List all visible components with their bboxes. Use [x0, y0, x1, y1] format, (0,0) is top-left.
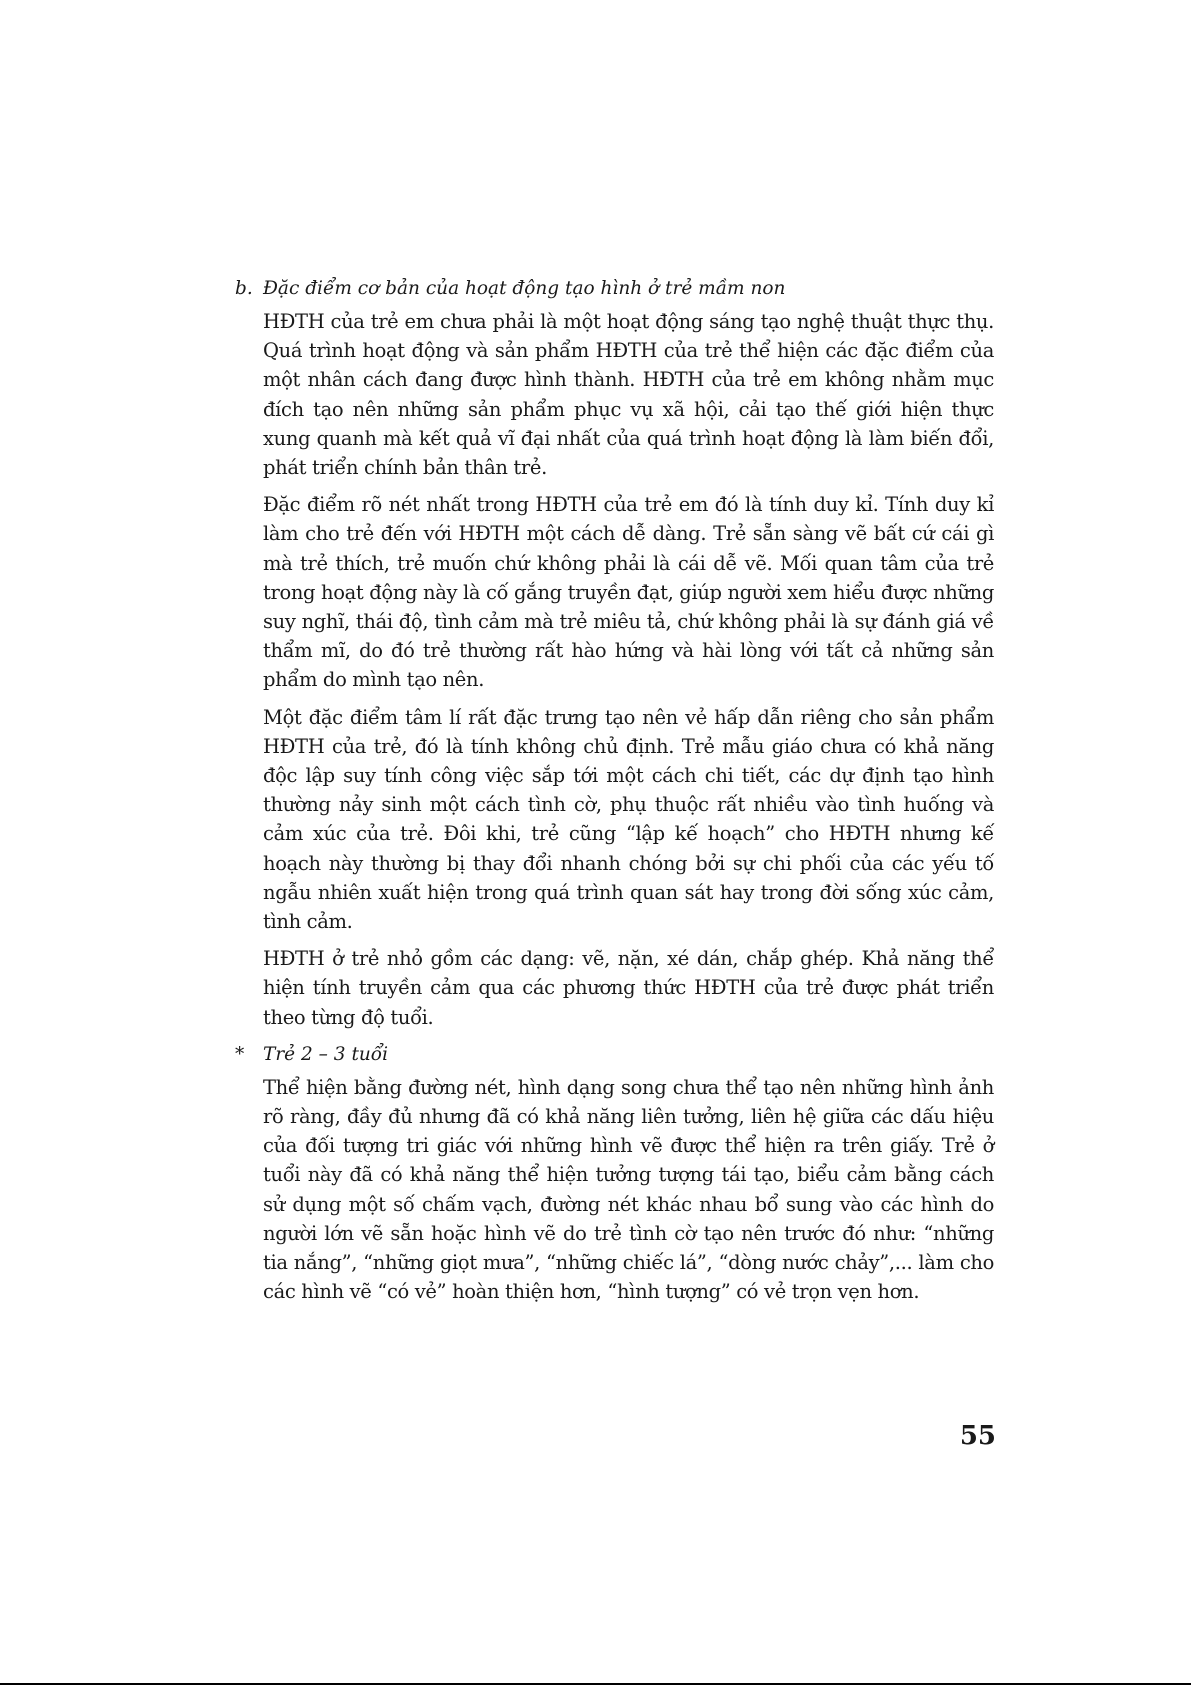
page-number: 55 [959, 1421, 996, 1451]
age-section-title: Trẻ 2 – 3 tuổi [263, 1043, 389, 1065]
age-section-paragraph: Thể hiện bằng đường nét, hình dạng song chưa thể tạo nên những hình ảnh rõ ràng, đầy đủ nhưng đã có khả năng liên tưởng, liên hệ giữa các dấu hiệu của đối tượng tri giác với những hình vẽ được thể hiện ra trên giấy. Trẻ ở tuổi này đã có khả năng thể hiện tưởng tượng tái tạo, biểu cảm bằng cách sử dụng một số chấm vạch, đường nét khác nhau bổ sung vào các hình do người lớn vẽ sẵn hoặc hình vẽ do trẻ tình cờ tạo nên trước đó như: “những tia nắng”, “những giọt mưa”, “những chiếc lá”, “dòng nước chảy”,... làm cho các hình vẽ “có vẻ” hoàn thiện hơn, “hình tượng” có vẻ trọn vẹn hơn. [263, 1075, 994, 1304]
paragraph-1: HĐTH của trẻ em chưa phải là một hoạt động sáng tạo nghệ thuật thực thụ. Quá trình hoạt động và sản phẩm HĐTH của trẻ thể hiện các đặc điểm của một nhân cách đang được hình thành. HĐTH của trẻ em không nhằm mục đích tạo nên những sản phẩm phục vụ xã hội, cải tạo thế giới hiện thực xung quanh mà kết quả vĩ đại nhất của quá trình hoạt động là làm biến đổi, phát triển chính bản thân trẻ. [263, 310, 994, 480]
section-heading-b [235, 274, 994, 303]
section-marker-b: b. [235, 278, 253, 299]
age-section-heading [235, 1040, 994, 1069]
paragraph-2: Đặc điểm rõ nét nhất trong HĐTH của trẻ em đó là tính duy kỉ. Tính duy kỉ làm cho trẻ đến với HĐTH một cách dễ dàng. Trẻ sẵn sàng vẽ bất cứ cái gì mà trẻ thích, trẻ muốn chứ không phải là cái dễ vẽ. Mối quan tâm của trẻ trong hoạt động này là cố gắng truyền đạt, giúp người xem hiểu được những suy nghĩ, thái độ, tình cảm mà trẻ miêu tả, chứ không phải là sự đánh giá về thẩm mĩ, do đó trẻ thường rất hào hứng và hài lòng với tất cả những sản phẩm do mình tạo nên. [263, 493, 994, 692]
bullet-asterisk: * [235, 1043, 245, 1065]
paragraph-4: HĐTH ở trẻ nhỏ gồm các dạng: vẽ, nặn, xé dán, chắp ghép. Khả năng thể hiện tính truyền cảm qua các phương thức HĐTH của trẻ được phát triển theo từng độ tuổi. [263, 947, 994, 1029]
page-content [235, 274, 994, 1313]
section-title-b: Đặc điểm cơ bản của hoạt động tạo hình ở trẻ mầm non [263, 278, 786, 299]
paragraph-3: Một đặc điểm tâm lí rất đặc trưng tạo nên vẻ hấp dẫn riêng cho sản phẩm HĐTH của trẻ, đó là tính không chủ định. Trẻ mẫu giáo chưa có khả năng độc lập suy tính công việc sắp tới một cách chi tiết, các dự định tạo hình thường nảy sinh một cách tình cờ, phụ thuộc rất nhiều vào tình huống và cảm xúc của trẻ. Đôi khi, trẻ cũng “lập kế hoạch” cho HĐTH nhưng kế hoạch này thường bị thay đổi nhanh chóng bởi sự chi phối của các yếu tố ngẫu nhiên xuất hiện trong quá trình quan sát hay trong đời sống xúc cảm, tình cảm. [263, 705, 994, 934]
